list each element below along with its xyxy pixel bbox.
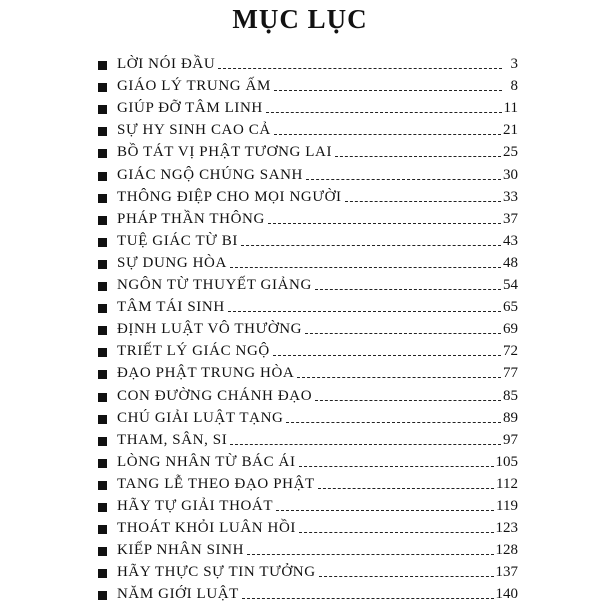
toc-entry-page-number: 112 xyxy=(496,475,518,492)
toc-entry-page-number: 3 xyxy=(510,56,518,73)
toc-entry xyxy=(98,359,518,381)
square-bullet-icon xyxy=(98,216,107,225)
toc-entry-page-number: 123 xyxy=(495,520,518,537)
toc-entry-page-number: 11 xyxy=(503,100,518,117)
toc-entry xyxy=(98,183,518,205)
square-bullet-icon xyxy=(98,503,107,512)
toc-entry xyxy=(98,426,518,448)
toc-entry-label: GIÁO LÝ TRUNG ẤM xyxy=(117,78,271,95)
toc-entry xyxy=(98,160,518,182)
square-bullet-icon xyxy=(98,304,107,313)
square-bullet-icon xyxy=(98,260,107,269)
toc-entry xyxy=(98,50,518,72)
toc-entry-page-number: 77 xyxy=(503,365,518,382)
toc-entry-page-number: 137 xyxy=(495,564,518,581)
toc-entry xyxy=(98,558,518,580)
square-bullet-icon xyxy=(98,61,107,70)
dot-leader xyxy=(218,68,502,69)
toc-entry-label: THOÁT KHỎI LUÂN HỒI xyxy=(117,520,297,537)
dot-leader xyxy=(268,223,501,224)
toc-entry-page-number: 48 xyxy=(503,254,518,271)
toc-entry-label: NGÔN TỪ THUYẾT GIẢNG xyxy=(117,277,312,294)
square-bullet-icon xyxy=(98,370,107,379)
toc-entry-page-number: 140 xyxy=(495,586,518,602)
toc-entry-label: ĐỊNH LUẬT VÔ THƯỜNG xyxy=(117,321,303,338)
toc-entry-page-number: 37 xyxy=(503,210,518,227)
square-bullet-icon xyxy=(98,459,107,468)
square-bullet-icon xyxy=(98,149,107,158)
toc-entry-page-number: 119 xyxy=(496,497,518,514)
dot-leader xyxy=(247,554,493,555)
toc-entry-label: ĐẠO PHẬT TRUNG HÒA xyxy=(117,365,295,382)
toc-entry xyxy=(98,72,518,94)
toc-entry-page-number: 30 xyxy=(503,166,518,183)
toc-entry-label: HÃY THỰC SỰ TIN TƯỞNG xyxy=(117,564,316,581)
dot-leader xyxy=(315,400,501,401)
dot-leader xyxy=(230,444,501,445)
dot-leader xyxy=(305,333,501,334)
toc-entry-page-number: 33 xyxy=(503,188,518,205)
toc-entry xyxy=(98,514,518,536)
toc-entry xyxy=(98,227,518,249)
dot-leader xyxy=(319,576,494,577)
toc-entry-label: SỰ HY SINH CAO CẢ xyxy=(117,122,271,139)
page-title: MỤC LỤC xyxy=(232,4,368,34)
toc-entry-page-number: 69 xyxy=(503,321,518,338)
toc-entry-label: LỜI NÓI ĐẦU xyxy=(117,56,216,73)
dot-leader xyxy=(273,355,501,356)
toc-entry xyxy=(98,249,518,271)
toc-entry-label: THAM, SÂN, SI xyxy=(117,431,228,448)
square-bullet-icon xyxy=(98,481,107,490)
toc-entry-label: THÔNG ĐIỆP CHO MỌI NGƯỜI xyxy=(117,188,342,205)
toc-entry-page-number: 8 xyxy=(510,78,518,95)
dot-leader xyxy=(345,201,501,202)
square-bullet-icon xyxy=(98,127,107,136)
toc-entry-label: TANG LỄ THEO ĐẠO PHẬT xyxy=(117,475,315,492)
square-bullet-icon xyxy=(98,83,107,92)
toc-entry xyxy=(98,271,518,293)
toc-entry xyxy=(98,116,518,138)
square-bullet-icon xyxy=(98,569,107,578)
toc-entry-page-number: 25 xyxy=(503,144,518,161)
toc-entry-page-number: 89 xyxy=(503,409,518,426)
square-bullet-icon xyxy=(98,547,107,556)
toc-entry-label: HÃY TỰ GIẢI THOÁT xyxy=(117,497,274,514)
toc-entry xyxy=(98,293,518,315)
table-of-contents xyxy=(98,50,518,602)
dot-leader xyxy=(242,598,494,599)
square-bullet-icon xyxy=(98,348,107,357)
dot-leader xyxy=(228,311,501,312)
toc-entry xyxy=(98,381,518,403)
dot-leader xyxy=(299,466,494,467)
dot-leader xyxy=(335,156,501,157)
dot-leader xyxy=(286,422,501,423)
square-bullet-icon xyxy=(98,437,107,446)
toc-entry xyxy=(98,470,518,492)
toc-entry xyxy=(98,580,518,602)
square-bullet-icon xyxy=(98,194,107,203)
toc-entry-page-number: 128 xyxy=(495,542,518,559)
square-bullet-icon xyxy=(98,591,107,600)
toc-entry xyxy=(98,404,518,426)
toc-entry xyxy=(98,448,518,470)
dot-leader xyxy=(241,245,501,246)
toc-entry xyxy=(98,337,518,359)
toc-entry-label: NĂM GIỚI LUẬT xyxy=(117,586,239,602)
toc-entry xyxy=(98,536,518,558)
square-bullet-icon xyxy=(98,172,107,181)
toc-entry xyxy=(98,492,518,514)
dot-leader xyxy=(276,510,494,511)
toc-entry-label: GIÚP ĐỠ TÂM LINH xyxy=(117,100,263,117)
square-bullet-icon xyxy=(98,105,107,114)
toc-entry-label: TÂM TÁI SINH xyxy=(117,299,225,316)
dot-leader xyxy=(274,134,501,135)
toc-entry-label: TRIẾT LÝ GIÁC NGỘ xyxy=(117,343,270,360)
toc-entry-label: BỒ TÁT VỊ PHẬT TƯƠNG LAI xyxy=(117,144,333,161)
toc-entry-label: CON ĐƯỜNG CHÁNH ĐẠO xyxy=(117,387,313,404)
toc-entry xyxy=(98,315,518,337)
toc-entry-page-number: 72 xyxy=(503,343,518,360)
square-bullet-icon xyxy=(98,415,107,424)
toc-entry-page-number: 105 xyxy=(495,453,518,470)
toc-entry xyxy=(98,138,518,160)
toc-entry-label: CHÚ GIẢI LUẬT TẠNG xyxy=(117,409,284,426)
toc-entry-label: TUỆ GIÁC TỪ BI xyxy=(117,232,239,249)
dot-leader xyxy=(297,377,501,378)
toc-entry xyxy=(98,94,518,116)
toc-entry-label: PHÁP THẦN THÔNG xyxy=(117,210,265,227)
square-bullet-icon xyxy=(98,238,107,247)
dot-leader xyxy=(230,267,501,268)
toc-entry-page-number: 65 xyxy=(503,299,518,316)
toc-entry-label: KIẾP NHÂN SINH xyxy=(117,542,245,559)
dot-leader xyxy=(315,289,501,290)
dot-leader xyxy=(266,112,502,113)
toc-entry-page-number: 54 xyxy=(503,277,518,294)
toc-entry-label: LÒNG NHÂN TỪ BÁC ÁI xyxy=(117,453,296,470)
dot-leader xyxy=(274,90,502,91)
toc-entry-label: SỰ DUNG HÒA xyxy=(117,254,227,271)
dot-leader xyxy=(318,488,494,489)
toc-entry-page-number: 85 xyxy=(503,387,518,404)
square-bullet-icon xyxy=(98,282,107,291)
toc-entry-label: GIÁC NGỘ CHÚNG SANH xyxy=(117,166,303,183)
toc-entry-page-number: 97 xyxy=(503,431,518,448)
toc-entry-page-number: 21 xyxy=(503,122,518,139)
toc-entry-page-number: 43 xyxy=(503,232,518,249)
square-bullet-icon xyxy=(98,326,107,335)
dot-leader xyxy=(306,179,501,180)
dot-leader xyxy=(299,532,493,533)
square-bullet-icon xyxy=(98,525,107,534)
square-bullet-icon xyxy=(98,393,107,402)
toc-entry xyxy=(98,205,518,227)
